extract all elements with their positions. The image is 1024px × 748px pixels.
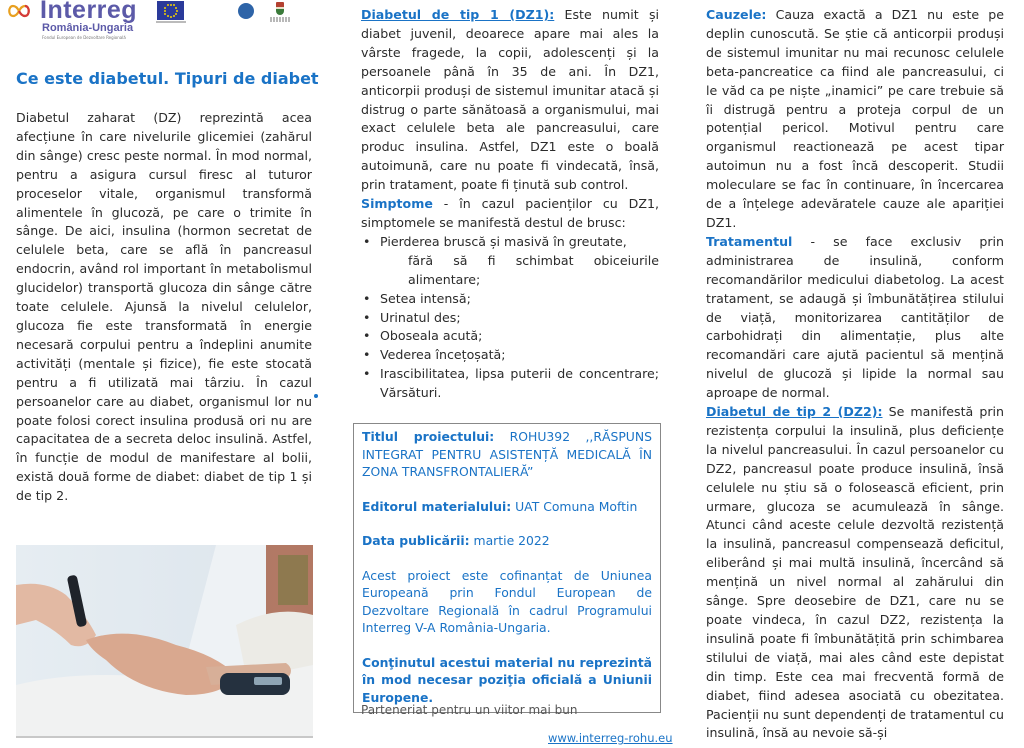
causes-text: Cauza exactă a DZ1 nu este pe deplin cunoscută. Se știe că anticorpii produși de sistemul imunitar nu mai recunosc celulele beta-pancreatice ca fiind ale pancreasului, ci le văd ca pe niște „inamici” pe care trebuie să îi distrugă pentru a proteja corpul de un potențial pericol. Motivul pentru care organismul reactionează pe acest tipar autoimun nu a fost încă descoperit. Studii moleculare se fac în continuare, în încercarea de a înțelege adevăratele cauze ale apariției DZ1. — [706, 7, 1004, 230]
column-2 — [361, 6, 659, 403]
symptoms-paragraph — [361, 195, 659, 233]
glucose-test-photo — [16, 545, 313, 738]
symptoms-label: Simptome — [361, 196, 433, 212]
logo-region: România-Ungaria — [42, 22, 134, 34]
dz2-paragraph — [706, 403, 1004, 743]
symptom-item: • Pierderea bruscă și masivă în greutate, fără să fi schimbat obiceiurile alimentare; — [361, 233, 659, 290]
dz2-text: Se manifestă prin rezistența corpului la insulină, plus deficiențe la nivelul pancreasului. În cazul persoanelor cu DZ2, pancreasul poate produce insulină, însă celulele nu știu să o folosească eficient, prin urmare, glucoza se acumulează în sânge. Atunci când aceste celule dezvoltă rezistență la insulină, pancreasul compensează deficitul, eliberând și mai multă insulină, încercând să mențină un nivel normal al zahărului din sânge. Spre deosebire de DZ1, care nu se poate vindeca, în cazul DZ2, rezistența la insulină poate fi îmbunătățită prin schimbarea stilului de viață, mai ales când este depistat din timp. Este cea mai frecventă formă de diabet, fiind adesea asociată cu obezitatea. Pacienții nu sunt dependenți de tratamentul cu insulină, însă au nevoie să-și — [706, 404, 1004, 741]
tagline: Parteneriat pentru un viitor mai bun — [361, 703, 578, 717]
symptom-item: • Urinatul des; — [361, 309, 659, 328]
project-title — [362, 428, 652, 481]
causes-paragraph — [706, 6, 1004, 233]
symptoms-intro: - în cazul pacienților cu DZ1, simptomele se manifestă destul de brusc: — [361, 196, 659, 230]
eu-star-icon — [167, 15, 169, 17]
cofinance-text: Acest proiect este cofinanțat de Uniunea Europeană prin Fondul European de Dezvoltare Regională în cadrul Programului Interreg V-A România-Ungaria. — [362, 567, 652, 635]
publication-date — [362, 532, 652, 550]
date-value: martie 2022 — [469, 533, 550, 548]
project-title-value: ROHU392 ,,RĂSPUNS INTEGRAT PENTRU ASISTENȚĂ MEDICALĂ ÎN ZONA TRANSFRONTALIERĂ” — [362, 429, 652, 479]
symptom-item: • Setea intensă; — [361, 290, 659, 309]
dz1-text: Este numit și diabet juvenil, deoarece apare mai ales la vârste fragede, la copii, adolescenți și la persoanele până în 35 de ani. În DZ1, anticorpii produși de sistemul imunitar atacă și distrug o parte sănătoasă a organismului, mai exact celulele beta ale pancreasului, care produc insulina. Astfel, DZ1 este o boală autoimună, care nu poate fi vindecată, însă, prin tratament, poate fi ținută sub control. — [361, 7, 660, 193]
symptom-item: • Vederea încețoșată; — [361, 346, 659, 365]
eu-star-icon — [173, 15, 175, 17]
symptom-item: • Irascibilitatea, lipsa puterii de concentrare; Vărsături. — [361, 365, 659, 403]
hungary-gov-emblem-icon — [276, 2, 284, 15]
editor — [362, 498, 652, 516]
date-label: Data publicării: — [362, 533, 470, 548]
eu-flag-caption — [156, 21, 186, 23]
symptom-item: • Oboseala acută; — [361, 327, 659, 346]
cursor-marker — [314, 394, 318, 398]
project-info-box — [353, 423, 661, 713]
logo-fund: Fondul European de Dezvoltare Regională — [42, 35, 126, 40]
eu-star-icon — [164, 13, 166, 15]
header-logos — [0, 0, 330, 40]
treatment-paragraph — [706, 233, 1004, 403]
romania-gov-emblem-icon — [238, 3, 254, 19]
dz1-label: Diabetul de tip 1 (DZ1): — [361, 7, 555, 22]
photo-illustration — [16, 545, 313, 736]
symptoms-list — [361, 233, 659, 403]
intro-text: Diabetul zaharat (DZ) reprezintă acea afecțiune în care nivelurile glicemiei (zahărul din sânge) cresc peste normal. În mod normal, pentru a asigura cursul firesc al tuturor proceselor vitale, organismul transformă alimentele în glucoză, pe care o trimite în sânge. De aici, insulina (hormon secretat de celulele beta, care se află în pancreasul endocrin, având rol important în metabolismul glucidelor) transportă glucoza din sânge către toate celulele. Ajunsă la nivelul celulelor, glucoza fie este transformată în energie necesară corpului pentru a îndeplini anumite activități (mentale și fizice), fie este stocată pentru a fi utilizată mai târziu. În cazul persoanelor care au diabet, organismul lor nu poate folosi corect insulina produsă ori nu are capacitatea de a secreta deloc insulină. Astfel, în funcție de modul de manifestare al bolii, există două forme de diabet: diabet de tip 1 și de tip 2. — [16, 110, 312, 504]
eu-star-icon — [173, 4, 175, 6]
eu-star-icon — [164, 7, 166, 9]
eu-star-icon — [175, 13, 177, 15]
eu-star-icon — [167, 4, 169, 6]
eu-flag-icon — [157, 1, 184, 20]
treatment-label: Tratamentul — [706, 233, 793, 249]
page-title: Ce este diabetul. Tipuri de diabet — [16, 69, 319, 88]
intro-paragraph — [16, 109, 312, 506]
editor-label: Editorul materialului: — [362, 498, 512, 514]
editor-value: UAT Comuna Moftin — [511, 498, 638, 514]
eu-star-icon — [170, 4, 172, 6]
dz1-paragraph — [361, 6, 659, 195]
website-link[interactable]: www.interreg-rohu.eu — [548, 731, 673, 745]
disclaimer-text: Conţinutul acestui material nu reprezintă în mod necesar poziţia oficială a Uniunii Europene. — [362, 654, 652, 705]
project-title-label: Titlul proiectului: — [362, 429, 495, 444]
column-3 — [706, 6, 1004, 743]
eu-star-icon — [175, 7, 177, 9]
interreg-infinity-icon — [6, 4, 32, 18]
logo-brand: Interreg — [40, 0, 138, 24]
eu-star-icon — [170, 16, 172, 18]
treatment-text: - se face exclusiv prin administrarea de insulină, conform recomandărilor medicului diabetolog. La acest tratament, se adaugă și îmbunătățirea stilului de viață, monitorizarea cantităților de carbohidrați din alimentație, plus alte recomandări care ajută pacientul să mențină nivelul de glucoză și lipide la normal sau aproape de normal. — [706, 233, 1004, 401]
dz2-label: Diabetul de tip 2 (DZ2): — [706, 404, 883, 420]
hungary-gov-caption — [270, 17, 290, 22]
eu-star-icon — [164, 10, 166, 12]
eu-star-icon — [176, 10, 178, 12]
causes-label: Cauzele: — [706, 7, 767, 22]
